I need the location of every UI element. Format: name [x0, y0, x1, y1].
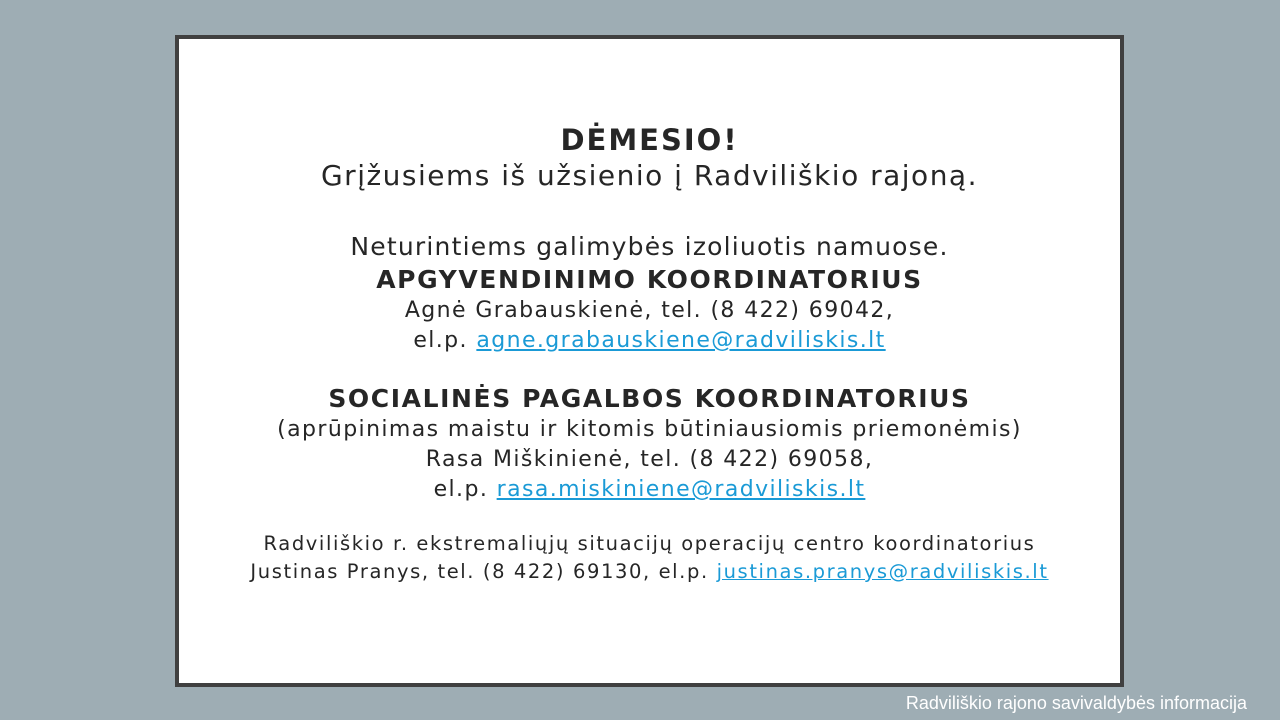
footer-caption: Radviliškio rajono savivaldybės informacija	[905, 693, 1247, 713]
notice-title: DĖMESIO!	[560, 123, 739, 157]
accommodation-contact: Agnė Grabauskienė, tel. (8 422) 69042,	[404, 298, 895, 323]
spacer	[179, 505, 1120, 530]
emergency-role: Radviliškio r. ekstremaliųjų situacijų operacijų centro koordinatorius	[263, 532, 1036, 555]
email-prefix: el.p.	[413, 328, 468, 353]
spacer	[179, 194, 1120, 230]
notice-intro: Neturintiems galimybės izoliuotis namuose.	[350, 232, 949, 261]
notice-card	[175, 35, 1124, 687]
spacer	[179, 356, 1120, 383]
accommodation-email-line	[179, 326, 1120, 356]
emergency-contact: Justinas Pranys, tel. (8 422) 69130, el.p.	[250, 560, 709, 583]
emergency-contact-line	[179, 558, 1120, 586]
accommodation-email-link[interactable]: agne.grabauskiene@radviliskis.lt	[476, 328, 886, 353]
social-email-line	[179, 475, 1120, 505]
email-prefix: el.p.	[433, 477, 489, 502]
notice-content	[179, 122, 1120, 586]
accommodation-heading: APGYVENDINIMO KOORDINATORIUS	[376, 265, 923, 294]
social-description: (aprūpinimas maistu ir kitomis būtiniausiomis priemonėmis)	[277, 417, 1022, 442]
notice-subtitle: Grįžusiems iš užsienio į Radviliškio rajoną.	[320, 159, 978, 192]
social-contact: Rasa Miškinienė, tel. (8 422) 69058,	[425, 447, 874, 472]
social-email-link[interactable]: rasa.miskiniene@radviliskis.lt	[496, 477, 866, 502]
social-heading: SOCIALINĖS PAGALBOS KOORDINATORIUS	[328, 384, 971, 413]
emergency-email-link[interactable]: justinas.pranys@radviliskis.lt	[716, 560, 1049, 583]
